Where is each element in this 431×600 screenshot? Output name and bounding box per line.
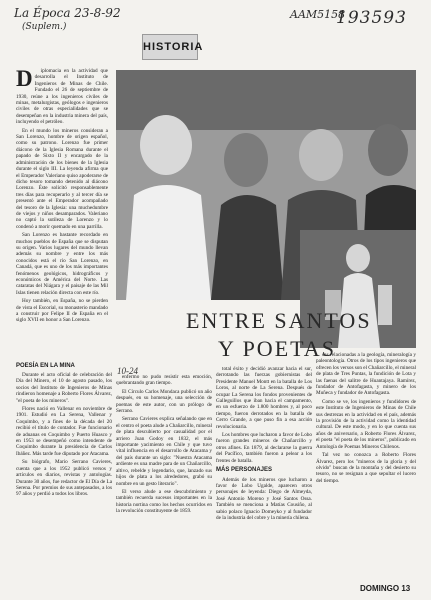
column-paragraph: Además de los mineros que lucharon a favor de Lobo Ugalde, aparecen otros personajes de leyenda: Diego de Almeyda, José Antonio Moreno y José Santos Ossa. También se menciona a Matías Cousiño, al sabio polaco Ignacio Domeyko y al fundador de la industria del cobre y la minería chilena. bbox=[216, 476, 312, 521]
intro-paragraph: Hoy también, en España, no se pierden de vista el Escorial, su monasterio mandado a construir por Felipe II de España en el siglo XVII en honor a San Lorenzo. bbox=[16, 298, 108, 324]
column-d bbox=[216, 366, 312, 523]
article-title-line2: Y POETAS bbox=[218, 336, 336, 361]
column-paragraph: cas relacionadas a la geología, mineralogía y paleontología. Otros de los tipos ingenieros que ofrecen los versos son el Chañarcillo, el mineral de plata de Tres Puntas, la fundición de Lota y las faenas del salitre de Huantajaya. Ramírez, fundador de Antofagasta, y minero de los Muñeca y fundador de Antofagasta. bbox=[316, 352, 416, 397]
handwritten-code: AAM5158 bbox=[290, 8, 346, 21]
subheading-poesia: POESÍA EN LA MINA bbox=[16, 363, 75, 369]
handwritten-record-id: 193593 bbox=[336, 8, 407, 28]
column-c bbox=[116, 374, 212, 517]
column-paragraph: Tal vez no conozca a Roberto Flores Álvarez, pero los "mineros de la gloria y del olvido" buscan de la montaña y del desierto su tesoro, no se resignan a que sepultar el lucero del tiempo. bbox=[316, 452, 416, 484]
intro-paragraph: iplomacia en la actividad que desarrolla el Instituto de Ingenieros de Minas de Chile. Fundado el 26 de septiembre de 1930, reúne a los ingenieros civiles de minas, metalurgistas, geólogos e ingenieros civiles de otras especialidades que se desempeñan en la industria minera del país, incluyendo el petróleo. bbox=[16, 68, 108, 126]
article-title-line1: ENTRE SANTOS bbox=[186, 308, 372, 333]
column-paragraph: Durante el acto oficial de celebración del Día del Minero, el 10 de agosto pasado, los socios del Instituto de Ingenieros de Minas rindieron homenaje a Roberto Flores Álvarez, "el poeta de los mineros". bbox=[16, 372, 112, 404]
column-paragraph: El Círculo Carlos Mondaca publicó un año después, en su homenaje, una selección de poemas de este autor, con un prólogo de Serrano. bbox=[116, 388, 212, 415]
column-paragraph: Como se ve, los ingenieros y fundidores de este Instituto de Ingenieros de Minas de Chile sus destrezas en la actividad en el país, además la provisión de la actividad como la identidad cultural. De este modo, y en lo que cuenta sus años de aniversario, a Roberto Flores Álvarez, el poeta "el poeta de los mineros", publicado en Antología de Poemas Mineros Chilenos. bbox=[316, 398, 416, 450]
subheading-personajes: MÁS PERSONAJES bbox=[216, 467, 273, 474]
column-paragraph: Los hombres que lucharon a favor de Lobo fueron grandes mineros de Chañarcillo y otros afines. En 1879, al declararse la guerra del Pacífico, también fueron a pelear a los frentes de batalla. bbox=[216, 432, 312, 464]
column-e bbox=[316, 352, 416, 486]
handwritten-mid-note: 10-24 bbox=[117, 366, 138, 376]
intro-column bbox=[16, 68, 108, 326]
handwritten-section-note: (Suplem.) bbox=[22, 22, 67, 32]
column-paragraph: Su biógrafo, Mario Serrano Cavieres, cuenta que a los 1952 publicó versos y artículos en diarios, revistas y antologías. Durante 30 años, fue redactor de El Día de La Serena. Por premios de sus antepasados, a los 97 años y perdió a todos los libros. bbox=[16, 459, 112, 498]
intro-paragraph: San Lorenzo es bastante recordado en muchos pueblos de España que se disputan su origen. Varios lugares del mundo llevan además su nombre y entre los más conocidos está el río San Lorenzo, en Canadá, que es uno de los más importantes fenómenos geológicos, hidrográficos y económicos de América del Norte. Las cataratas del Niágara y el paisaje de las Mil Islas tienen relación directa con este río. bbox=[16, 232, 108, 296]
page-footer: DOMINGO 13 bbox=[360, 584, 411, 593]
column-paragraph: enfermo no pudo resistir esta emoción, quebrantando gran tiempo. bbox=[116, 374, 212, 387]
column-paragraph: El verso alude a ese descubrimiento y también recuerda sucesos importantes en la historia nortina como los hechos ocurridos en la revolución constituyente de 1859. bbox=[116, 488, 212, 515]
handwritten-source: La Época 23-8-92 bbox=[14, 6, 121, 20]
intro-paragraph: En el mundo los mineros consideran a San Lorenzo, hombre de origen español, como su patrono. Lorenzo fue primer diácono de la Iglesia Romana durante el papado de Sixto II y encargado de la administración de los bienes de la Iglesia durante el siglo III. La leyenda afirma que el Emperador Valeriano quiso apoderarse de dicho tesoro tomando detenido al diácono Lorenzo. Éste solicitó responsablemente tres días para recuperarlo y al tercer día se presentó ante el Emperador acompañado del tesoro de la Iglesia: una muchedumbre de viejos y niños desamparados. Valeriano no captó la sutileza de Lorenzo y lo condenó a morir quemado en una parrilla. bbox=[16, 127, 108, 230]
drop-cap: D bbox=[16, 66, 33, 91]
column-b bbox=[16, 372, 112, 500]
column-paragraph: Flores nació en Vallenar en noviembre de 1901. Estudió en La Serena, Vallenar y Coquimbo, y a fines de la década del 20 recibió el título de contador. Fue funcionario de aduanas en Coquimbo y Puerto Huasco y en 1953 se desempeñó como intendente de Coquimbo durante la presidencia de Carlos Ibáñez. Más tarde fue diputado por Atacama. bbox=[16, 406, 112, 457]
section-label: HISTORIA bbox=[142, 34, 198, 60]
column-paragraph: Serrano Cavieres explica señalando que en el centro el poeta alude a Chañarcillo, mineral de plata descubierto por casualidad por el arriero Juan Godoy en 1832, el más importante yacimiento en Chile y que tuvo vital influencia en el desarrollo de Atacama y del país durante un siglo: "Nuestra Atacama ardiente es una madre para de un Chañarcillo, altivo, rebelde y legendario, que, lanzado sus hijos de plata a los alrededores, grabó su nombre en un gesto literario". bbox=[116, 416, 212, 487]
column-paragraph: total éxito y decidió avanzar hacia el sur, derrotando las fuerzas gobiernistas del Presidente Manuel Montt en la batalla de Los Loros, al norte de La Serena. Después de ocupar La Serena los fondos provenientes de Galleguillos que iban hacia el campamento, en un esfuerzo de 1.800 hombres y, al poco tiempo, fueron derrotados en la batalla de Cerro Grande, a que puso fin a esa acción revolucionaria. bbox=[216, 366, 312, 430]
